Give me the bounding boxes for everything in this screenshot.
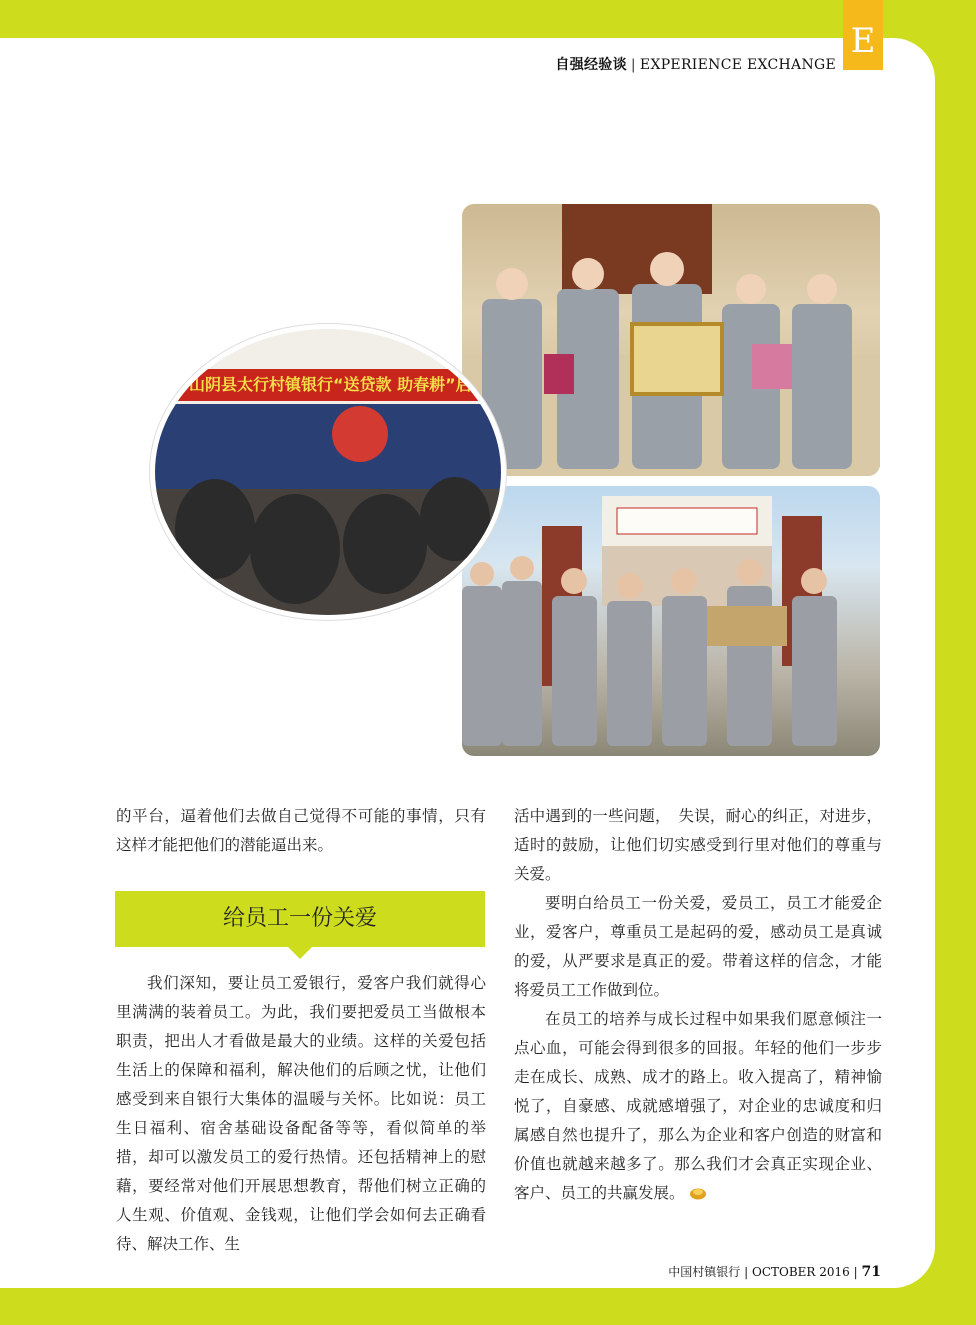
left-column-body [116, 969, 486, 1259]
intro-paragraph [116, 802, 486, 860]
page-number: 71 [861, 1264, 881, 1280]
village-event-photo [462, 486, 880, 756]
right-paragraph-3-wrap [514, 1005, 882, 1208]
right-paragraph-1: 活中遇到的一些问题， 失误，耐心的纠正，对进步，适时的鼓励，让他们切实感受到行里对他们的尊重与关爱。 [514, 807, 882, 883]
footer-issue: OCTOBER 2016 [751, 1265, 850, 1279]
intro-text: 的平台，逼着他们去做自己觉得不可能的事情，只有这样才能把他们的潜能逼出来。 [116, 807, 486, 854]
footer-separator-2: | [853, 1265, 858, 1279]
section-heading [115, 891, 485, 947]
meeting-photo [150, 324, 506, 620]
right-paragraph-3: 在员工的培养与成长过程中如果我们愿意倾注一点心血，可能会得到很多的回报。年轻的他们一步步走在成长、成熟、成才的路上。收入提高了，精神愉悦了，自豪感、成就感增强了，对企业的忠诚度和归属感自然也提升了，那么为企业和客户创造的财富和价值也就越来越多了。那么我们才会真正实现企业、客户、员工的共赢发展。 [514, 1010, 882, 1202]
footer-separator: | [744, 1265, 749, 1279]
award-photo-illustration [462, 204, 880, 476]
section-badge: E [843, 0, 883, 70]
header-section-en: EXPERIENCE EXCHANGE [639, 57, 836, 73]
header-separator: | [630, 57, 636, 73]
page-footer [668, 1263, 881, 1280]
village-photo-illustration [462, 486, 880, 756]
running-header [555, 54, 836, 74]
footer-magazine: 中国村镇银行 [668, 1265, 741, 1279]
award-ceremony-photo [462, 204, 880, 476]
header-section-cn: 自强经验谈 [555, 57, 627, 73]
left-paragraph-1: 我们深知，要让员工爱银行，爱客户我们就得心里满满的装着员工。为此，我们要把爱员工当做根本职责，把出人才看做是最大的业绩。这样的关爱包括生活上的保障和福利，解决他们的后顾之忧，让他们感受到来自银行大集体的温暖与关怀。比如说：员工生日福利、宿舍基础设备配备等等，看似简单的举措，却可以激发员工的爱行热情。还包括精神上的慰藉，要经常对他们开展思想教育，帮他们树立正确的人生观、价值观、金钱观，让他们学会如何去正确看待、解决工作、生 [116, 974, 486, 1253]
section-notch [288, 947, 312, 959]
meeting-banner: 山阴县太行村镇银行“送贷款 助春耕”启 [175, 369, 506, 401]
end-mark-icon [689, 1186, 707, 1200]
right-paragraph-2: 要明白给员工一份关爱，爱员工，员工才能爱企业，爱客户，尊重员工是起码的爱，感动员工是真诚的爱，从严要求是真正的爱。带着这样的信念，才能将爱员工工作做到位。 [514, 894, 882, 999]
right-column-body [514, 802, 882, 1208]
section-title: 给员工一份关爱 [222, 906, 377, 931]
